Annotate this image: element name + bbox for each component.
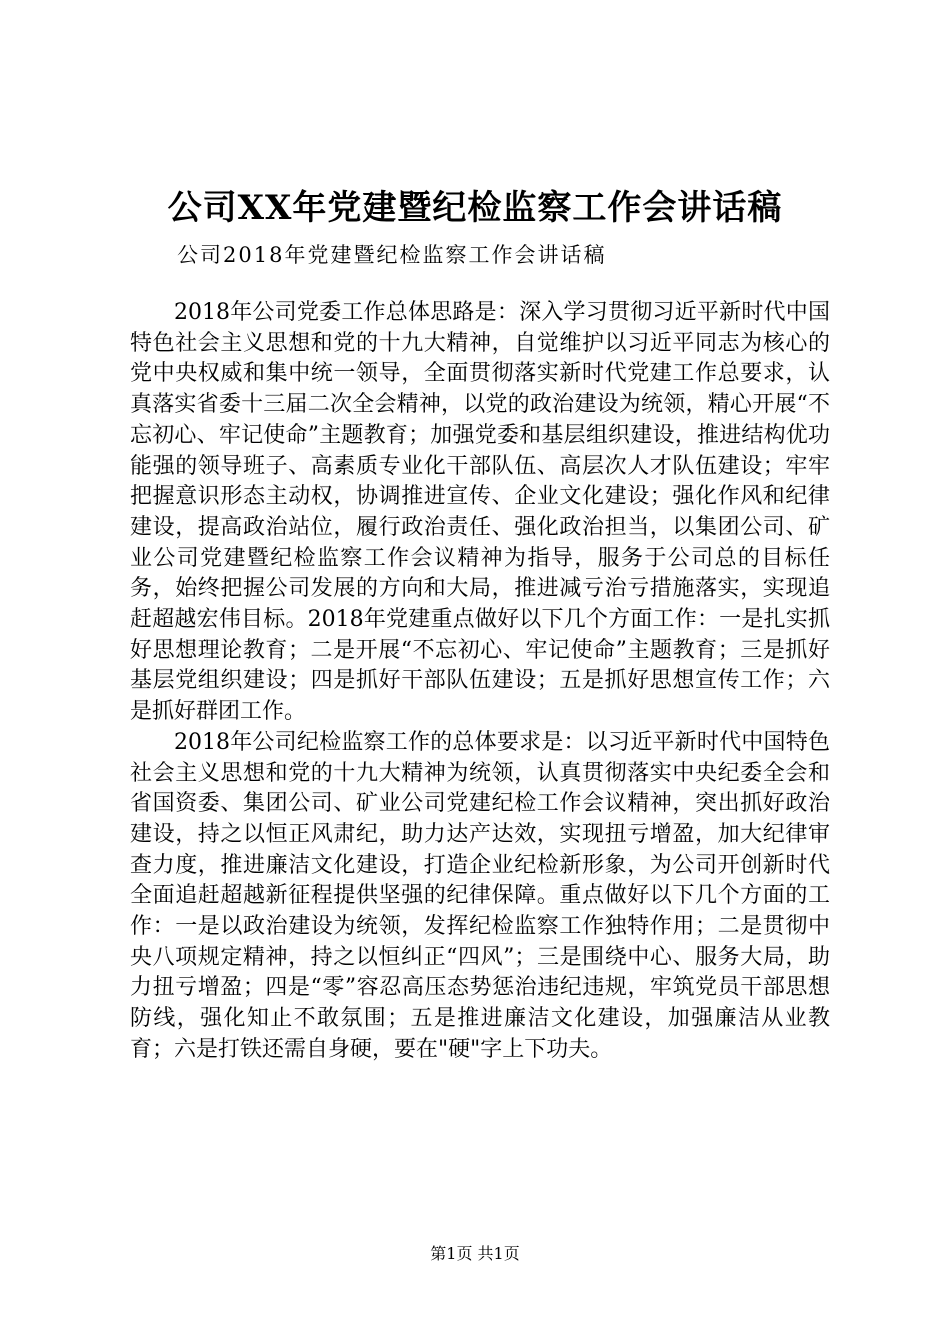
page-footer: 第1页 共1页 (430, 1244, 520, 1263)
document-title: 公司XX年党建暨纪检监察工作会讲话稿 (167, 188, 783, 228)
body-paragraph: 2018年公司纪检监察工作的总体要求是：以习近平新时代中国特色社会主义思想和党的十九大精神为统领，认真贯彻落实中央纪委全会和省国资委、集团公司、矿业公司党建纪检工作会议精神，突出抓好政治建设，持之以恒正风肃纪，助力达产达效，实现扭亏增盈，加大纪律审查力度，推进廉洁文化建设，打造企业纪检新形象，为公司开创新时代全面追赶超越新征程提供坚强的纪律保障。重点做好以下几个方面的工作：一是以政治建设为统领，发挥纪检监察工作独特作用；二是贯彻中央八项规定精神，持之以恒纠正“四风”；三是围绕中心、服务大局，助力扭亏增盈；四是“零”容忍高压态势惩治违纪违规，牢筑党员干部思想防线，强化知止不敢氛围；五是推进廉洁文化建设，加强廉洁从业教育；六是打铁还需自身硬，要在"硬"字上下功夫。 (130, 729, 830, 1062)
body-paragraph: 2018年公司党委工作总体思路是：深入学习贯彻习近平新时代中国特色社会主义思想和党的十九大精神，自觉维护以习近平同志为核心的党中央权威和集中统一领导，全面贯彻落实新时代党建工作总要求，认真落实省委十三届二次全会精神，以党的政治建设为统领，精心开展“不忘初心、牢记使命”主题教育；加强党委和基层组织建设，推进结构优功能强的领导班子、高素质专业化干部队伍、高层次人才队伍建设；牢牢把握意识形态主动权，协调推进宣传、企业文化建设；强化作风和纪律建设，提高政治站位，履行政治责任、强化政治担当，以集团公司、矿业公司党建暨纪检监察工作会议精神为指导，服务于公司总的目标任务，始终把握公司发展的方向和大局，推进减亏治亏措施落实，实现追赶超越宏伟目标。2018年党建重点做好以下几个方面工作：一是扎实抓好思想理论教育；二是开展“不忘初心、牢记使命”主题教育；三是抓好基层党组织建设；四是抓好干部队伍建设；五是抓好思想宣传工作；六是抓好群团工作。 (130, 300, 830, 725)
document-subtitle: 公司2018年党建暨纪检监察工作会讲话稿 (177, 243, 607, 267)
document-body (130, 298, 830, 1066)
